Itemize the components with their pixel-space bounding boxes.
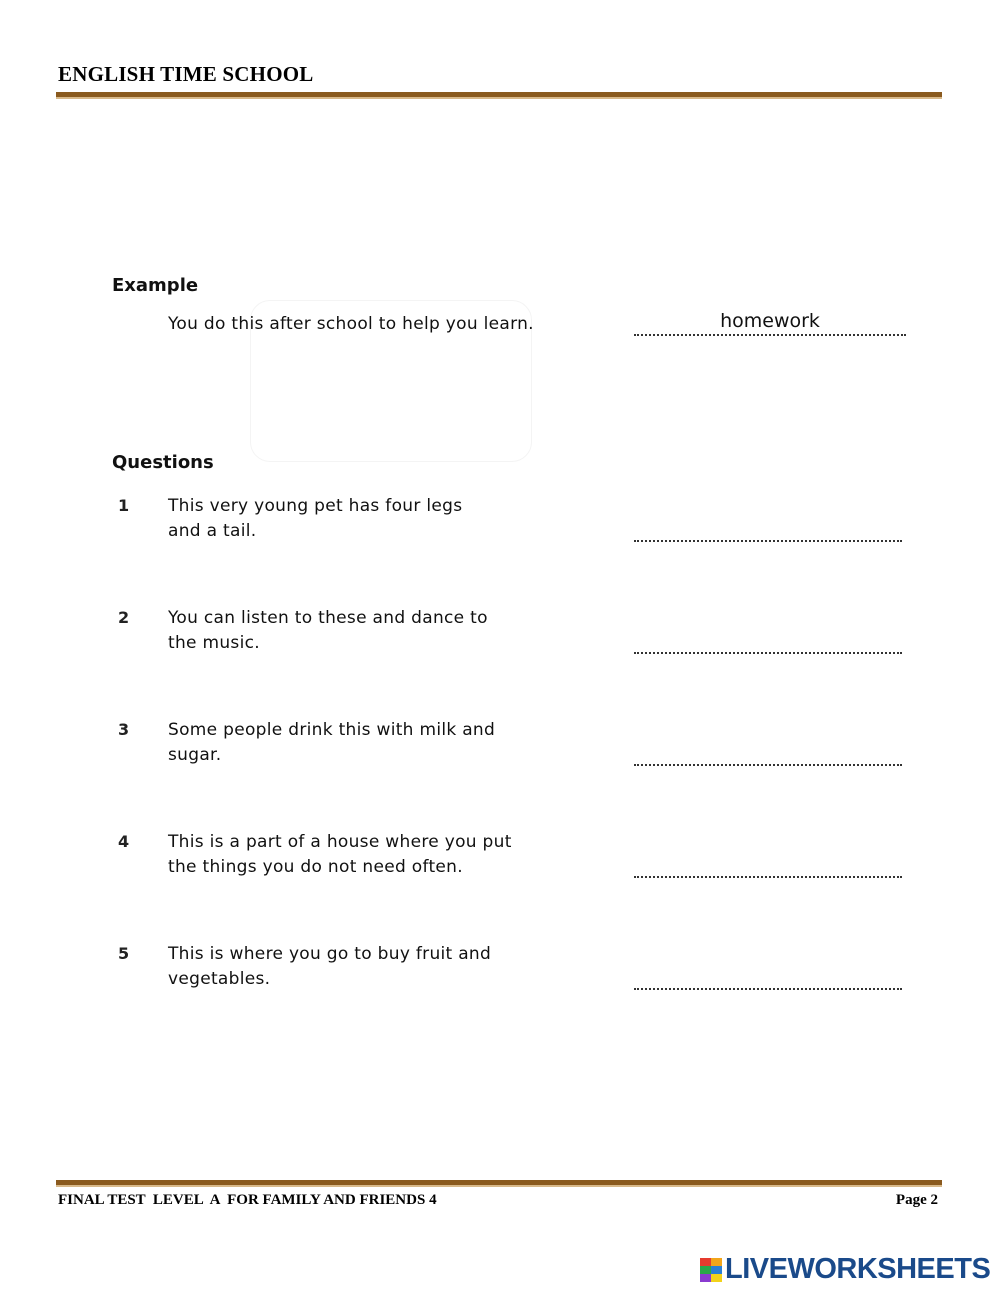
question-text-line: This is where you go to buy fruit and [168, 944, 492, 964]
question-text-line: This is a part of a house where you put [168, 832, 512, 852]
liveworksheets-brand[interactable] [700, 1253, 990, 1286]
question-text-line: the music. [168, 633, 260, 653]
question-text [168, 942, 598, 992]
footer-divider [56, 1180, 942, 1185]
page-header-title: ENGLISH TIME SCHOOL [58, 62, 314, 86]
footer-page-number: Page 2 [895, 1192, 938, 1208]
question-number: 4 [118, 832, 130, 851]
header-divider [56, 92, 942, 97]
example-answer: homework [634, 312, 906, 336]
question-text [168, 494, 598, 544]
question-text-line: vegetables. [168, 969, 271, 989]
question-number: 1 [118, 496, 130, 515]
liveworksheets-logo-icon [700, 1258, 722, 1282]
example-heading: Example [112, 275, 199, 296]
question-number: 5 [118, 944, 130, 963]
question-text [168, 830, 618, 880]
answer-input-1[interactable] [634, 518, 902, 542]
question-number: 3 [118, 720, 130, 739]
answer-input-5[interactable] [634, 966, 902, 990]
example-text: You do this after school to help you learn. [168, 314, 534, 334]
question-text-line: the things you do not need often. [168, 857, 463, 877]
question-text-line: and a tail. [168, 521, 257, 541]
answer-input-4[interactable] [634, 854, 902, 878]
question-number: 2 [118, 608, 130, 627]
questions-heading: Questions [112, 452, 214, 473]
answer-input-2[interactable] [634, 630, 902, 654]
question-text-line: This very young pet has four legs [168, 496, 463, 516]
question-text [168, 718, 598, 768]
question-text-line: sugar. [168, 745, 222, 765]
question-text-line: Some people drink this with milk and [168, 720, 496, 740]
footer-test-title: FINAL TEST LEVEL A FOR FAMILY AND FRIENDS 4 [58, 1192, 437, 1208]
question-text-line: You can listen to these and dance to [168, 608, 488, 628]
question-text [168, 606, 598, 656]
answer-input-3[interactable] [634, 742, 902, 766]
liveworksheets-wordmark: LIVEWORKSHEETS [725, 1253, 991, 1285]
